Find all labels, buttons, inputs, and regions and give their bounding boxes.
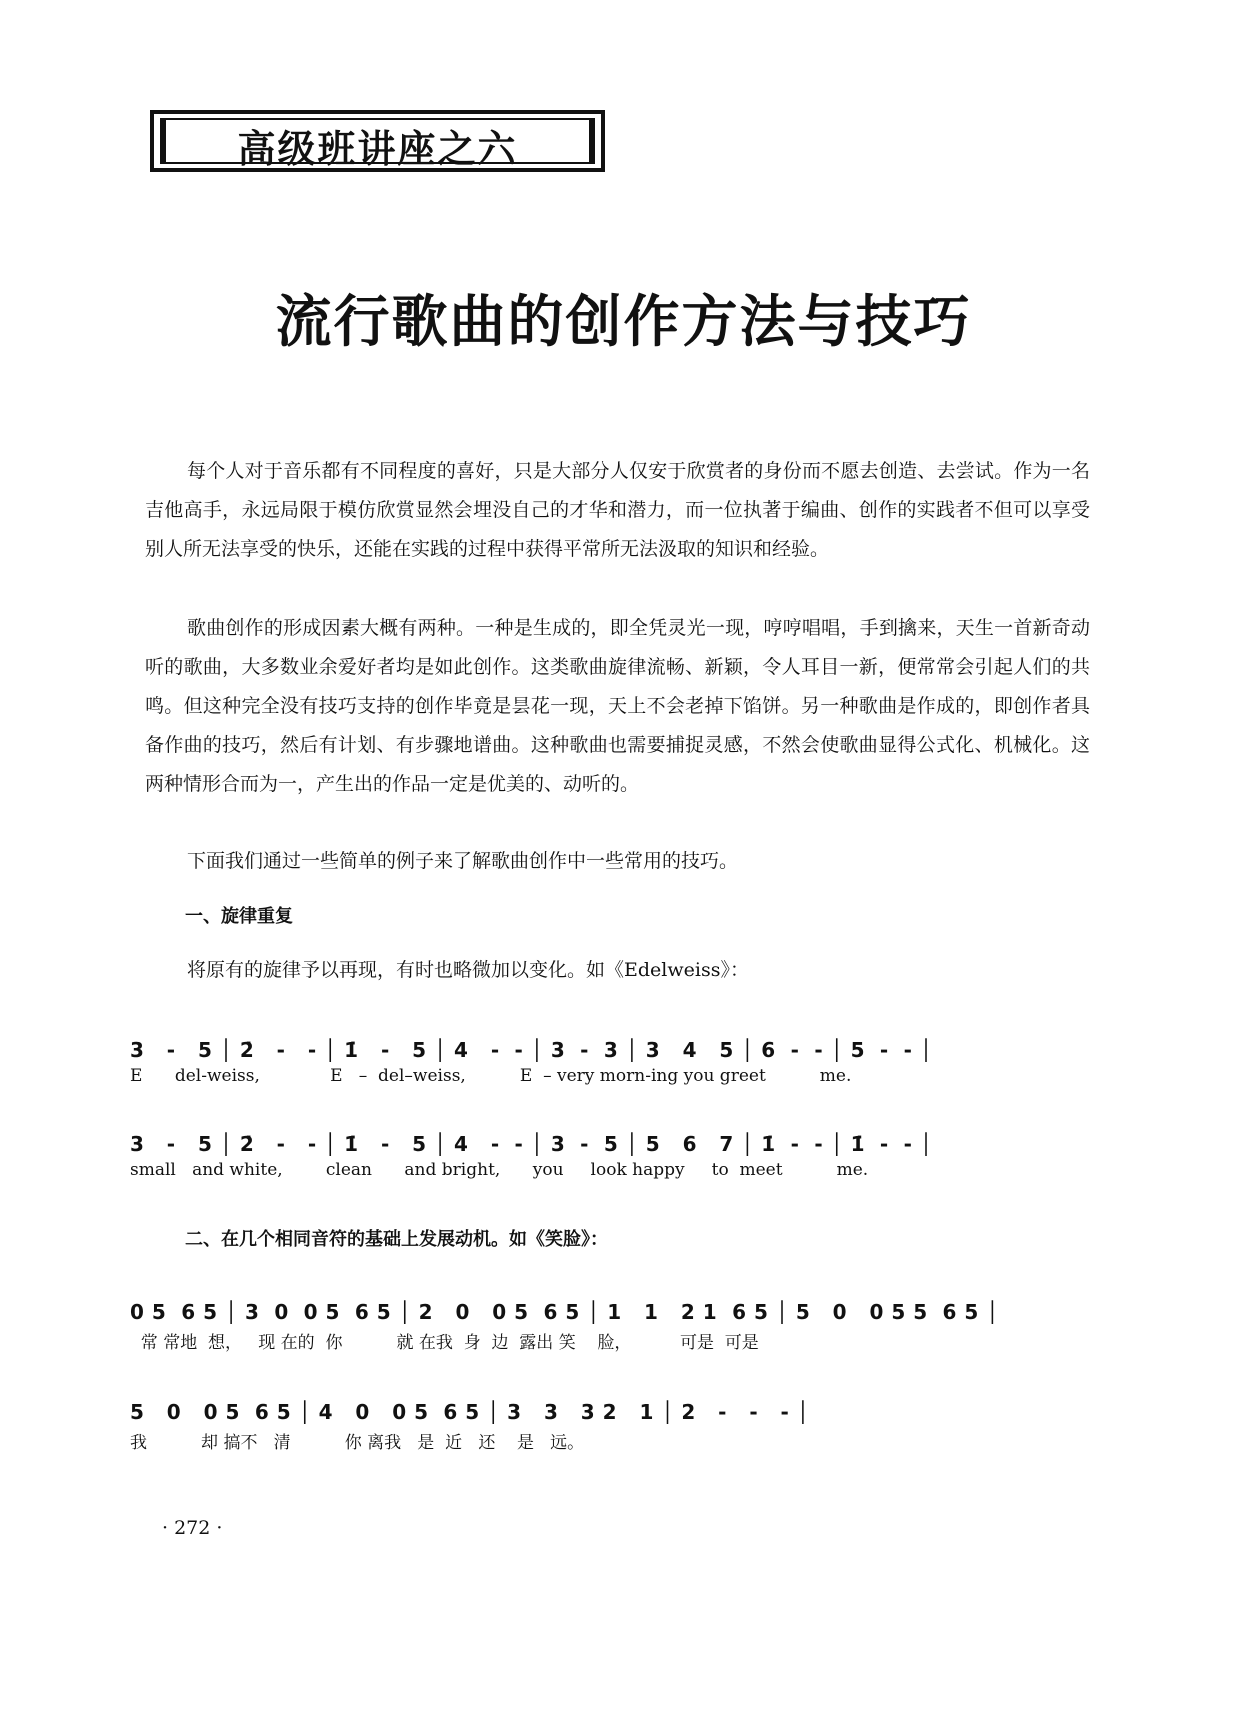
paragraph-1: 每个人对于音乐都有不同程度的喜好，只是大部分人仅安于欣赏者的身份而不愿去创造、去尝试。作为一名吉他高手，永远局限于模仿欣赏显然会埋没自己的才华和潜力，而一位执著于编曲、创作的实践者不但可以享受别人所无法享受的快乐，还能在实践的过程中获得平常所无法汲取的知识和经验。	[145, 460, 1090, 560]
score-line	[130, 1132, 1100, 1180]
notation-notes: 3 - 5 │ 2̇ - - │ 1̇ - 5 │ 4 - - │ 3 - 5 │ 5 6 7 │ 1̇ - - │ 1̇ - - │	[130, 1132, 933, 1156]
notation-notes: 5 0 0 5 6 5 │ 4 0 0 5 6 5 │ 3 3 3 2 1 │ 2 - - - │	[130, 1400, 810, 1424]
score-line	[130, 1400, 1100, 1453]
score-line	[130, 1300, 1100, 1353]
notation-lyrics: 常 常地 想， 现 在的 你 就 在我 身 边 露出 笑 脸， 可是 可是	[130, 1333, 759, 1353]
page-number: · 272 ·	[162, 1517, 223, 1539]
section-1-heading: 一、旋律重复	[185, 906, 293, 927]
notation-lyrics: E del-weiss, E – del–weiss, E – very morn-ing you greet me.	[130, 1066, 852, 1086]
score-line	[130, 1038, 1100, 1086]
banner-text: 高级班讲座之六	[237, 127, 518, 171]
section-1-intro: 将原有的旋律予以再现，有时也略微加以变化。如《Edelweiss》：	[187, 959, 749, 981]
notation-notes: 0 5 6 5 │ 3 0 0 5 6 5 │ 2 0 0 5 6 5 │ 1 1 2 1 6 5 │ 5 0 0 5 5 6 5 │	[130, 1300, 999, 1324]
paragraph-3: 下面我们通过一些简单的例子来了解歌曲创作中一些常用的技巧。	[187, 850, 739, 872]
section-2-heading: 二、在几个相同音符的基础上发展动机。如《笑脸》：	[185, 1229, 608, 1250]
notation-lyrics: 我 却 搞不 清 你 离我 是 近 还 是 远。	[130, 1433, 585, 1453]
lecture-banner	[150, 110, 605, 172]
article-title: 流行歌曲的创作方法与技巧	[275, 289, 972, 355]
paragraph-2: 歌曲创作的形成因素大概有两种。一种是生成的，即全凭灵光一现，哼哼唱唱，手到擒来，天生一首新奇动听的歌曲，大多数业余爱好者均是如此创作。这类歌曲旋律流畅、新颖，令人耳目一新，便常常会引起人们的共鸣。但这种完全没有技巧支持的创作毕竟是昙花一现，天上不会老掉下馅饼。另一种歌曲是作成的，即创作者具备作曲的技巧，然后有计划、有步骤地谱曲。这种歌曲也需要捕捉灵感，不然会使歌曲显得公式化、机械化。这两种情形合而为一，产生出的作品一定是优美的、动听的。	[145, 617, 1090, 795]
notation-lyrics: small and white, clean and bright, you look happy to meet me.	[130, 1160, 869, 1180]
notation-notes: 3 - 5 │ 2̇ - - │ 1̇ - 5 │ 4 - - │ 3 - 3 │ 3 4 5 │ 6 - - │ 5 - - │	[130, 1038, 933, 1062]
